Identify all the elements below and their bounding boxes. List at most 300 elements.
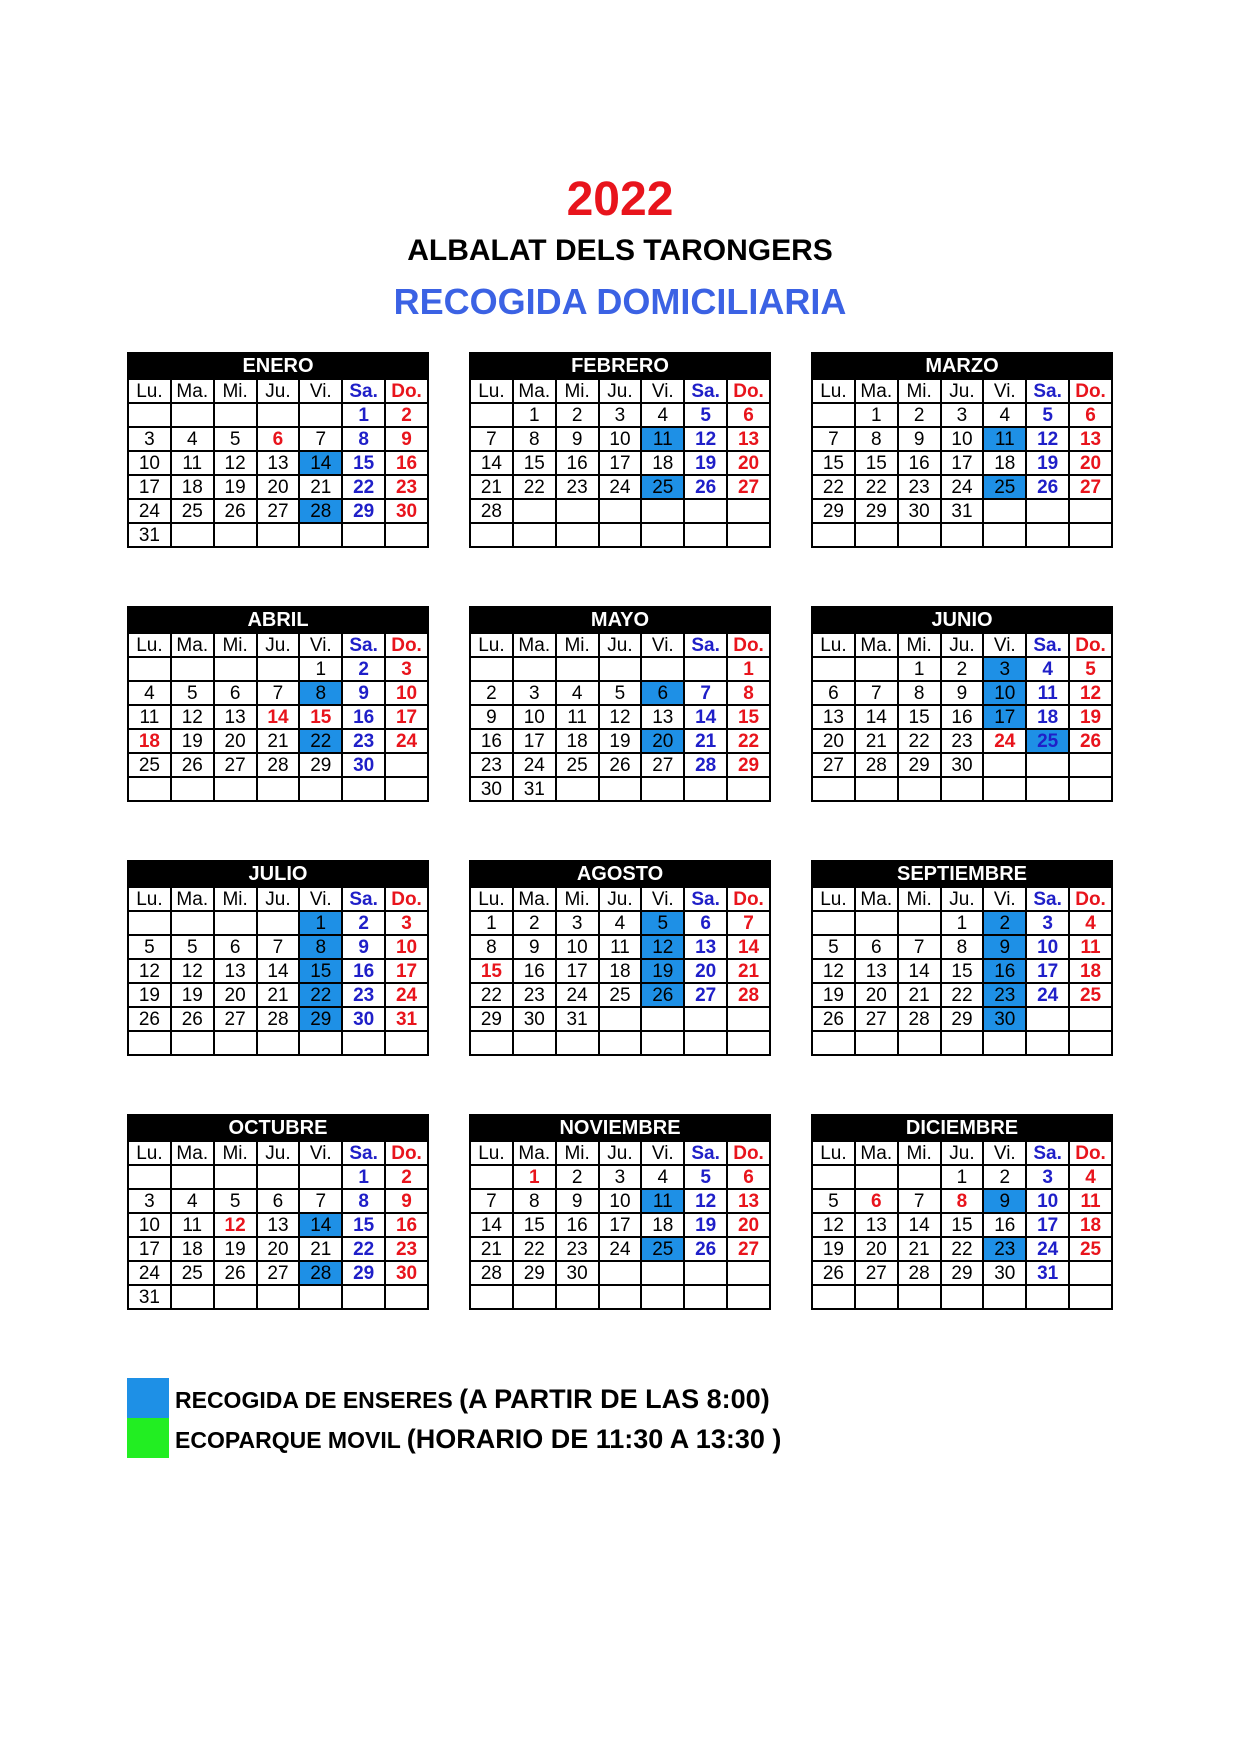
empty-day-cell xyxy=(684,523,727,547)
weekday-header: Ju. xyxy=(941,1141,984,1165)
week-row xyxy=(812,705,1112,729)
day-cell: 17 xyxy=(1026,1213,1069,1237)
day-cell: 9 xyxy=(342,681,385,705)
day-cell: 13 xyxy=(855,959,898,983)
day-cell: 9 xyxy=(513,935,556,959)
day-cell: 7 xyxy=(684,681,727,705)
day-cell: 27 xyxy=(214,1007,257,1031)
day-cell: 22 xyxy=(299,729,342,753)
day-cell: 18 xyxy=(128,729,171,753)
month-table xyxy=(811,860,1113,1056)
day-cell: 9 xyxy=(983,1189,1026,1213)
weekday-header: Sa. xyxy=(1026,379,1069,403)
day-cell: 5 xyxy=(812,1189,855,1213)
day-cell: 24 xyxy=(599,1237,642,1261)
day-cell: 11 xyxy=(556,705,599,729)
month-mayo xyxy=(469,606,771,802)
week-row xyxy=(128,729,428,753)
day-cell: 18 xyxy=(171,475,214,499)
day-cell: 8 xyxy=(299,681,342,705)
week-row xyxy=(128,959,428,983)
empty-day-cell xyxy=(727,1285,770,1309)
day-cell: 9 xyxy=(898,427,941,451)
day-cell: 6 xyxy=(257,427,300,451)
empty-day-cell xyxy=(470,403,513,427)
empty-day-cell xyxy=(812,1285,855,1309)
day-cell: 21 xyxy=(855,729,898,753)
day-cell: 12 xyxy=(214,1213,257,1237)
day-cell: 17 xyxy=(513,729,556,753)
day-cell: 6 xyxy=(684,911,727,935)
month-table xyxy=(127,352,429,548)
day-cell: 19 xyxy=(599,729,642,753)
month-diciembre xyxy=(811,1114,1113,1310)
empty-day-cell xyxy=(214,777,257,801)
weekday-header: Ju. xyxy=(599,633,642,657)
weekday-header: Mi. xyxy=(556,633,599,657)
empty-day-cell xyxy=(171,1285,214,1309)
empty-day-cell xyxy=(641,523,684,547)
empty-day-cell xyxy=(513,499,556,523)
day-cell: 24 xyxy=(1026,983,1069,1007)
week-row xyxy=(470,523,770,547)
empty-day-cell xyxy=(599,523,642,547)
day-cell: 30 xyxy=(983,1261,1026,1285)
empty-day-cell xyxy=(513,657,556,681)
day-cell: 28 xyxy=(684,753,727,777)
day-cell: 8 xyxy=(342,1189,385,1213)
day-cell: 12 xyxy=(599,705,642,729)
empty-day-cell xyxy=(299,403,342,427)
weekday-header: Ma. xyxy=(171,1141,214,1165)
day-cell: 21 xyxy=(727,959,770,983)
day-cell: 14 xyxy=(855,705,898,729)
empty-day-cell xyxy=(727,499,770,523)
weekday-header: Do. xyxy=(727,379,770,403)
day-cell: 4 xyxy=(171,1189,214,1213)
weekday-header: Mi. xyxy=(898,1141,941,1165)
empty-day-cell xyxy=(214,1285,257,1309)
day-cell: 15 xyxy=(898,705,941,729)
empty-day-cell xyxy=(257,657,300,681)
week-row xyxy=(812,777,1112,801)
empty-day-cell xyxy=(898,523,941,547)
weekday-header: Vi. xyxy=(983,887,1026,911)
day-cell: 30 xyxy=(898,499,941,523)
day-cell: 23 xyxy=(898,475,941,499)
day-cell: 11 xyxy=(983,427,1026,451)
day-cell: 21 xyxy=(898,983,941,1007)
weekday-header: Lu. xyxy=(812,887,855,911)
day-cell: 17 xyxy=(983,705,1026,729)
day-cell: 2 xyxy=(941,657,984,681)
weekday-header: Lu. xyxy=(812,1141,855,1165)
day-cell: 29 xyxy=(727,753,770,777)
weekday-header: Ju. xyxy=(941,379,984,403)
day-cell: 12 xyxy=(684,1189,727,1213)
day-cell: 5 xyxy=(1069,657,1112,681)
day-cell: 13 xyxy=(727,1189,770,1213)
empty-day-cell xyxy=(641,777,684,801)
empty-day-cell xyxy=(641,1285,684,1309)
week-row xyxy=(128,1237,428,1261)
empty-day-cell xyxy=(299,1165,342,1189)
day-cell: 5 xyxy=(128,935,171,959)
day-cell: 9 xyxy=(385,427,428,451)
week-row xyxy=(470,499,770,523)
day-cell: 19 xyxy=(214,475,257,499)
week-row xyxy=(812,959,1112,983)
day-cell: 8 xyxy=(727,681,770,705)
weekday-header: Mi. xyxy=(898,379,941,403)
day-cell: 13 xyxy=(641,705,684,729)
day-cell: 7 xyxy=(257,935,300,959)
day-cell: 27 xyxy=(257,1261,300,1285)
day-cell: 1 xyxy=(855,403,898,427)
day-cell: 1 xyxy=(513,403,556,427)
day-cell: 8 xyxy=(513,427,556,451)
day-cell: 5 xyxy=(171,681,214,705)
weekday-header: Vi. xyxy=(983,1141,1026,1165)
day-cell: 24 xyxy=(128,1261,171,1285)
day-cell: 8 xyxy=(855,427,898,451)
day-cell: 20 xyxy=(684,959,727,983)
week-row xyxy=(812,1031,1112,1055)
day-cell: 7 xyxy=(898,935,941,959)
empty-day-cell xyxy=(727,1261,770,1285)
day-cell: 20 xyxy=(257,1237,300,1261)
day-cell: 25 xyxy=(641,475,684,499)
weekday-header: Vi. xyxy=(641,633,684,657)
month-octubre xyxy=(127,1114,429,1310)
day-cell: 14 xyxy=(898,1213,941,1237)
day-cell: 16 xyxy=(513,959,556,983)
empty-day-cell xyxy=(684,777,727,801)
week-row xyxy=(128,705,428,729)
day-cell: 3 xyxy=(385,911,428,935)
legend-item-enseres xyxy=(127,1378,927,1418)
day-cell: 25 xyxy=(641,1237,684,1261)
day-cell: 27 xyxy=(727,475,770,499)
day-cell: 20 xyxy=(812,729,855,753)
day-cell: 27 xyxy=(855,1007,898,1031)
day-cell: 22 xyxy=(299,983,342,1007)
weekday-header: Vi. xyxy=(983,633,1026,657)
day-cell: 19 xyxy=(128,983,171,1007)
empty-day-cell xyxy=(599,499,642,523)
empty-day-cell xyxy=(556,1285,599,1309)
day-cell: 4 xyxy=(171,427,214,451)
empty-day-cell xyxy=(299,523,342,547)
day-cell: 4 xyxy=(599,911,642,935)
weekday-header: Mi. xyxy=(556,887,599,911)
week-row xyxy=(812,753,1112,777)
day-cell: 5 xyxy=(684,403,727,427)
empty-day-cell xyxy=(983,753,1026,777)
day-cell: 18 xyxy=(641,1213,684,1237)
empty-day-cell xyxy=(855,523,898,547)
week-row xyxy=(470,1007,770,1031)
day-cell: 25 xyxy=(171,1261,214,1285)
empty-day-cell xyxy=(385,523,428,547)
weekday-header: Lu. xyxy=(128,379,171,403)
day-cell: 25 xyxy=(171,499,214,523)
week-row xyxy=(128,451,428,475)
day-cell: 30 xyxy=(385,499,428,523)
day-cell: 16 xyxy=(941,705,984,729)
weekday-header: Vi. xyxy=(641,379,684,403)
month-julio xyxy=(127,860,429,1056)
day-cell: 21 xyxy=(684,729,727,753)
empty-day-cell xyxy=(641,1261,684,1285)
day-cell: 23 xyxy=(556,1237,599,1261)
month-name: FEBRERO xyxy=(470,353,770,379)
day-cell: 24 xyxy=(941,475,984,499)
day-cell: 10 xyxy=(941,427,984,451)
day-cell: 21 xyxy=(257,983,300,1007)
day-cell: 31 xyxy=(128,523,171,547)
week-row xyxy=(812,1285,1112,1309)
day-cell: 14 xyxy=(257,959,300,983)
week-row xyxy=(812,451,1112,475)
empty-day-cell xyxy=(855,1031,898,1055)
empty-day-cell xyxy=(171,1031,214,1055)
day-cell: 13 xyxy=(214,959,257,983)
day-cell: 20 xyxy=(257,475,300,499)
empty-day-cell xyxy=(1069,523,1112,547)
day-cell: 10 xyxy=(385,681,428,705)
day-cell: 7 xyxy=(299,1189,342,1213)
empty-day-cell xyxy=(855,1285,898,1309)
weekday-header: Ma. xyxy=(513,633,556,657)
empty-day-cell xyxy=(898,1031,941,1055)
week-row xyxy=(128,1007,428,1031)
day-cell: 1 xyxy=(898,657,941,681)
day-cell: 19 xyxy=(812,983,855,1007)
day-cell: 22 xyxy=(941,983,984,1007)
day-cell: 19 xyxy=(171,983,214,1007)
weekday-header: Lu. xyxy=(812,379,855,403)
empty-day-cell xyxy=(342,1031,385,1055)
month-septiembre xyxy=(811,860,1113,1056)
empty-day-cell xyxy=(556,657,599,681)
day-cell: 4 xyxy=(983,403,1026,427)
week-row xyxy=(470,1237,770,1261)
day-cell: 17 xyxy=(128,1237,171,1261)
weekday-header: Do. xyxy=(385,633,428,657)
day-cell: 13 xyxy=(812,705,855,729)
day-cell: 21 xyxy=(299,1237,342,1261)
day-cell: 9 xyxy=(385,1189,428,1213)
week-row xyxy=(470,657,770,681)
empty-day-cell xyxy=(214,523,257,547)
month-name: NOVIEMBRE xyxy=(470,1115,770,1141)
week-row xyxy=(812,681,1112,705)
week-row xyxy=(812,1007,1112,1031)
day-cell: 12 xyxy=(171,959,214,983)
day-cell: 28 xyxy=(470,499,513,523)
day-cell: 26 xyxy=(641,983,684,1007)
day-cell: 16 xyxy=(385,1213,428,1237)
day-cell: 25 xyxy=(1026,729,1069,753)
week-row xyxy=(470,1213,770,1237)
day-cell: 10 xyxy=(599,1189,642,1213)
day-cell: 27 xyxy=(727,1237,770,1261)
week-row xyxy=(470,935,770,959)
empty-day-cell xyxy=(1069,753,1112,777)
weekday-header: Ju. xyxy=(599,887,642,911)
empty-day-cell xyxy=(1026,499,1069,523)
week-row xyxy=(812,729,1112,753)
day-cell: 5 xyxy=(599,681,642,705)
empty-day-cell xyxy=(214,1165,257,1189)
empty-day-cell xyxy=(599,1007,642,1031)
week-row xyxy=(128,1031,428,1055)
day-cell: 3 xyxy=(1026,1165,1069,1189)
day-cell: 12 xyxy=(171,705,214,729)
empty-day-cell xyxy=(727,1007,770,1031)
day-cell: 3 xyxy=(513,681,556,705)
empty-day-cell xyxy=(641,1031,684,1055)
empty-day-cell xyxy=(171,911,214,935)
week-row xyxy=(470,1261,770,1285)
day-cell: 26 xyxy=(214,1261,257,1285)
day-cell: 18 xyxy=(983,451,1026,475)
weekday-header: Ju. xyxy=(257,887,300,911)
day-cell: 14 xyxy=(257,705,300,729)
day-cell: 23 xyxy=(385,1237,428,1261)
day-cell: 1 xyxy=(941,1165,984,1189)
weekday-header: Mi. xyxy=(556,379,599,403)
empty-day-cell xyxy=(599,1285,642,1309)
empty-day-cell xyxy=(812,523,855,547)
week-row xyxy=(812,1189,1112,1213)
month-table xyxy=(127,860,429,1056)
weekday-header: Do. xyxy=(385,887,428,911)
empty-day-cell xyxy=(214,1031,257,1055)
day-cell: 13 xyxy=(257,1213,300,1237)
day-cell: 27 xyxy=(812,753,855,777)
weekday-header: Ju. xyxy=(941,887,984,911)
day-cell: 21 xyxy=(470,475,513,499)
month-name: JUNIO xyxy=(812,607,1112,633)
day-cell: 17 xyxy=(385,705,428,729)
day-cell: 22 xyxy=(812,475,855,499)
weekday-header: Do. xyxy=(1069,379,1112,403)
day-cell: 5 xyxy=(214,1189,257,1213)
day-cell: 18 xyxy=(556,729,599,753)
day-cell: 31 xyxy=(385,1007,428,1031)
day-cell: 12 xyxy=(641,935,684,959)
empty-day-cell xyxy=(641,657,684,681)
day-cell: 6 xyxy=(855,1189,898,1213)
day-cell: 12 xyxy=(684,427,727,451)
day-cell: 15 xyxy=(727,705,770,729)
day-cell: 4 xyxy=(556,681,599,705)
week-row xyxy=(470,475,770,499)
day-cell: 23 xyxy=(342,983,385,1007)
weekday-header: Sa. xyxy=(342,1141,385,1165)
day-cell: 9 xyxy=(556,1189,599,1213)
empty-day-cell xyxy=(855,1165,898,1189)
empty-day-cell xyxy=(257,523,300,547)
day-cell: 22 xyxy=(513,1237,556,1261)
day-cell: 6 xyxy=(727,1165,770,1189)
week-row xyxy=(812,657,1112,681)
day-cell: 14 xyxy=(727,935,770,959)
day-cell: 16 xyxy=(556,451,599,475)
empty-day-cell xyxy=(556,777,599,801)
day-cell: 12 xyxy=(214,451,257,475)
legend-swatch-enseres xyxy=(127,1378,169,1418)
empty-day-cell xyxy=(128,1165,171,1189)
week-row xyxy=(812,911,1112,935)
empty-day-cell xyxy=(898,777,941,801)
day-cell: 14 xyxy=(684,705,727,729)
day-cell: 20 xyxy=(727,1213,770,1237)
day-cell: 12 xyxy=(1069,681,1112,705)
day-cell: 5 xyxy=(214,427,257,451)
empty-day-cell xyxy=(941,1285,984,1309)
empty-day-cell xyxy=(1069,1007,1112,1031)
weekday-header: Ju. xyxy=(257,1141,300,1165)
day-cell: 19 xyxy=(684,1213,727,1237)
day-cell: 10 xyxy=(599,427,642,451)
day-cell: 4 xyxy=(641,403,684,427)
day-cell: 22 xyxy=(727,729,770,753)
weekday-header: Ju. xyxy=(599,379,642,403)
weekday-header: Vi. xyxy=(641,887,684,911)
empty-day-cell xyxy=(812,777,855,801)
empty-day-cell xyxy=(556,1031,599,1055)
week-row xyxy=(812,523,1112,547)
empty-day-cell xyxy=(470,1165,513,1189)
empty-day-cell xyxy=(684,499,727,523)
week-row xyxy=(470,681,770,705)
empty-day-cell xyxy=(257,777,300,801)
empty-day-cell xyxy=(1069,1261,1112,1285)
day-cell: 27 xyxy=(257,499,300,523)
empty-day-cell xyxy=(684,1285,727,1309)
day-cell: 11 xyxy=(599,935,642,959)
day-cell: 20 xyxy=(727,451,770,475)
empty-day-cell xyxy=(599,1031,642,1055)
day-cell: 4 xyxy=(1069,911,1112,935)
weekday-header: Do. xyxy=(1069,633,1112,657)
empty-day-cell xyxy=(470,657,513,681)
day-cell: 4 xyxy=(1069,1165,1112,1189)
day-cell: 26 xyxy=(684,1237,727,1261)
day-cell: 1 xyxy=(342,403,385,427)
empty-day-cell xyxy=(513,523,556,547)
empty-day-cell xyxy=(385,1285,428,1309)
day-cell: 11 xyxy=(641,427,684,451)
month-table xyxy=(127,1114,429,1310)
day-cell: 28 xyxy=(470,1261,513,1285)
day-cell: 11 xyxy=(171,1213,214,1237)
month-junio xyxy=(811,606,1113,802)
day-cell: 7 xyxy=(470,427,513,451)
weekday-header: Do. xyxy=(727,633,770,657)
month-name: MAYO xyxy=(470,607,770,633)
day-cell: 14 xyxy=(299,451,342,475)
day-cell: 9 xyxy=(470,705,513,729)
day-cell: 3 xyxy=(128,427,171,451)
day-cell: 28 xyxy=(257,1007,300,1031)
weekday-header: Ma. xyxy=(171,633,214,657)
day-cell: 21 xyxy=(470,1237,513,1261)
day-cell: 8 xyxy=(470,935,513,959)
